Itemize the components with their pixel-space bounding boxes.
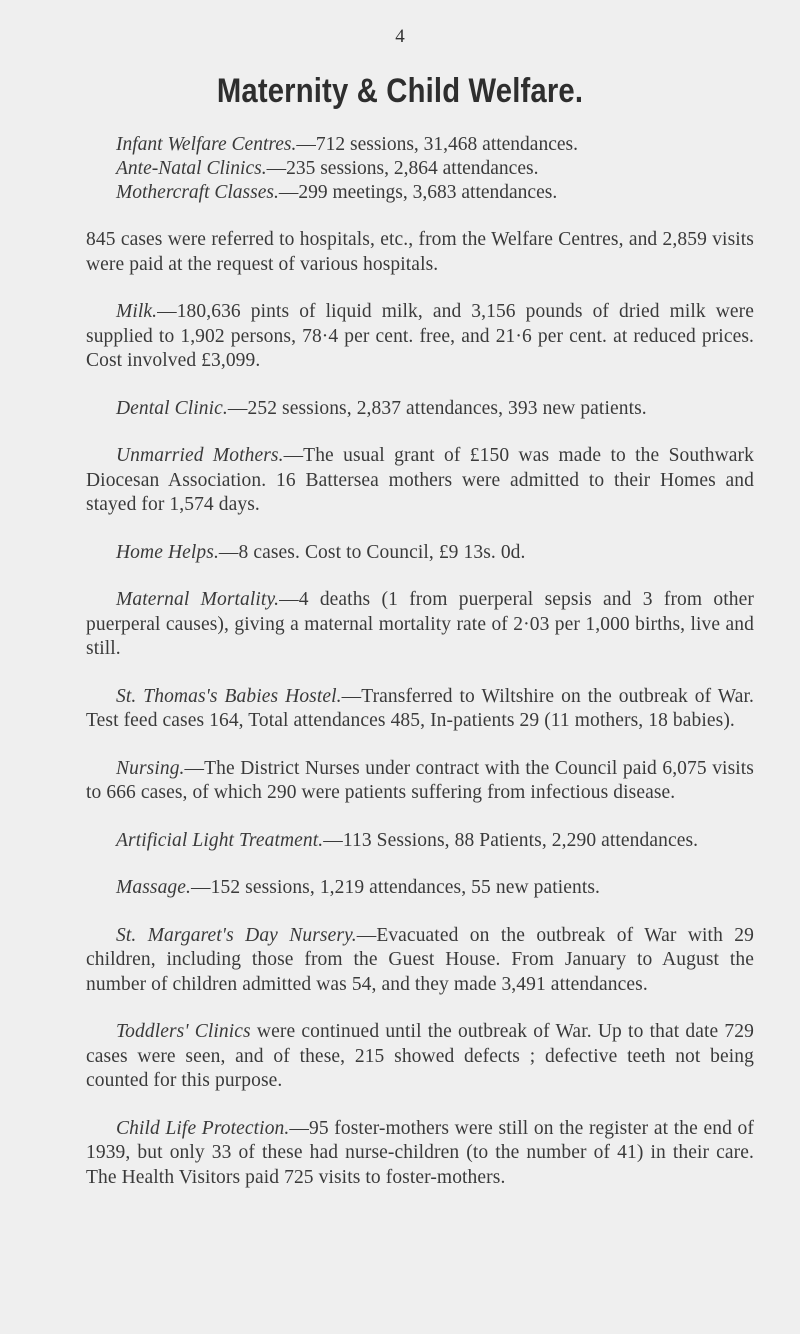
paragraph-artificial-light: Artificial Light Treatment.—113 Sessions, 88 Patients, 2,290 attendances.: [116, 829, 699, 851]
paragraph-home-helps: Home Helps.—8 cases. Cost to Council, £9 13s. 0d.: [116, 541, 526, 563]
paragraph-toddlers-clinics: Toddlers' Clinics were continued until the outbreak of War. Up to that date 729 cases were seen, and of these, 215 showed defects ; defective teeth not being counted for this purpose.: [86, 1021, 754, 1091]
summary-line-ante-natal: Ante-Natal Clinics.—235 sessions, 2,864 attendances.: [116, 158, 539, 179]
report-body: [86, 133, 754, 1213]
paragraph-dental-clinic: Dental Clinic.—252 sessions, 2,837 attendances, 393 new patients.: [116, 397, 647, 419]
paragraph-babies-hostel: St. Thomas's Babies Hostel.—Transferred to Wiltshire on the outbreak of War. Test feed cases 164, Total attendances 485, In-patients 29 (11 mothers, 18 babies).: [86, 685, 754, 731]
spacer: [116, 205, 754, 228]
paragraph-maternal-mortality: Maternal Mortality.—4 deaths (1 from puerperal sepsis and 3 from other puerperal causes), giving a maternal mortality rate of 2·03 per 1,000 births, live and still.: [86, 589, 754, 659]
summary-line-infant-welfare: Infant Welfare Centres.—712 sessions, 31,468 attendances.: [116, 134, 578, 155]
paragraph-massage: Massage.—152 sessions, 1,219 attendances, 55 new patients.: [116, 877, 601, 898]
paragraph-hospital-referrals: 845 cases were referred to hospitals, etc., from the Welfare Centres, and 2,859 visits were paid at the request of various hospitals.: [86, 229, 754, 275]
paragraph-day-nursery: St. Margaret's Day Nursery.—Evacuated on the outbreak of War with 29 children, including those from the Guest House. From January to August the number of children admitted was 54, and they made 3,491 attendances.: [86, 924, 754, 995]
paragraph-child-life-protection: Child Life Protection.—95 foster-mothers were still on the register at the end of 1939, but only 33 of these had nurse-children (to the number of 41) in their care. The Health Visitors paid 725 visits to foster-mothers.: [86, 1117, 754, 1188]
paragraph-nursing: Nursing.—The District Nurses under contract with the Council paid 6,075 visits to 666 cases, of which 290 were patients suffering from infectious disease.: [86, 757, 754, 803]
page-title: Maternity & Child Welfare.: [216, 72, 584, 110]
page-number: 4: [395, 26, 405, 47]
paragraph-milk: Milk.—180,636 pints of liquid milk, and 3,156 pounds of dried milk were supplied to 1,902 persons, 78·4 per cent. free, and 21·6 per cent. at reduced prices. Cost involved £3,099.: [86, 301, 754, 371]
attendance-summary: [116, 133, 754, 205]
paragraph-unmarried-mothers: Unmarried Mothers.—The usual grant of £150 was made to the Southwark Diocesan Association. 16 Battersea mothers were admitted to their Homes and stayed for 1,574 days.: [86, 445, 754, 515]
summary-line-mothercraft: Mothercraft Classes.—299 meetings, 3,683 attendances.: [116, 182, 558, 203]
